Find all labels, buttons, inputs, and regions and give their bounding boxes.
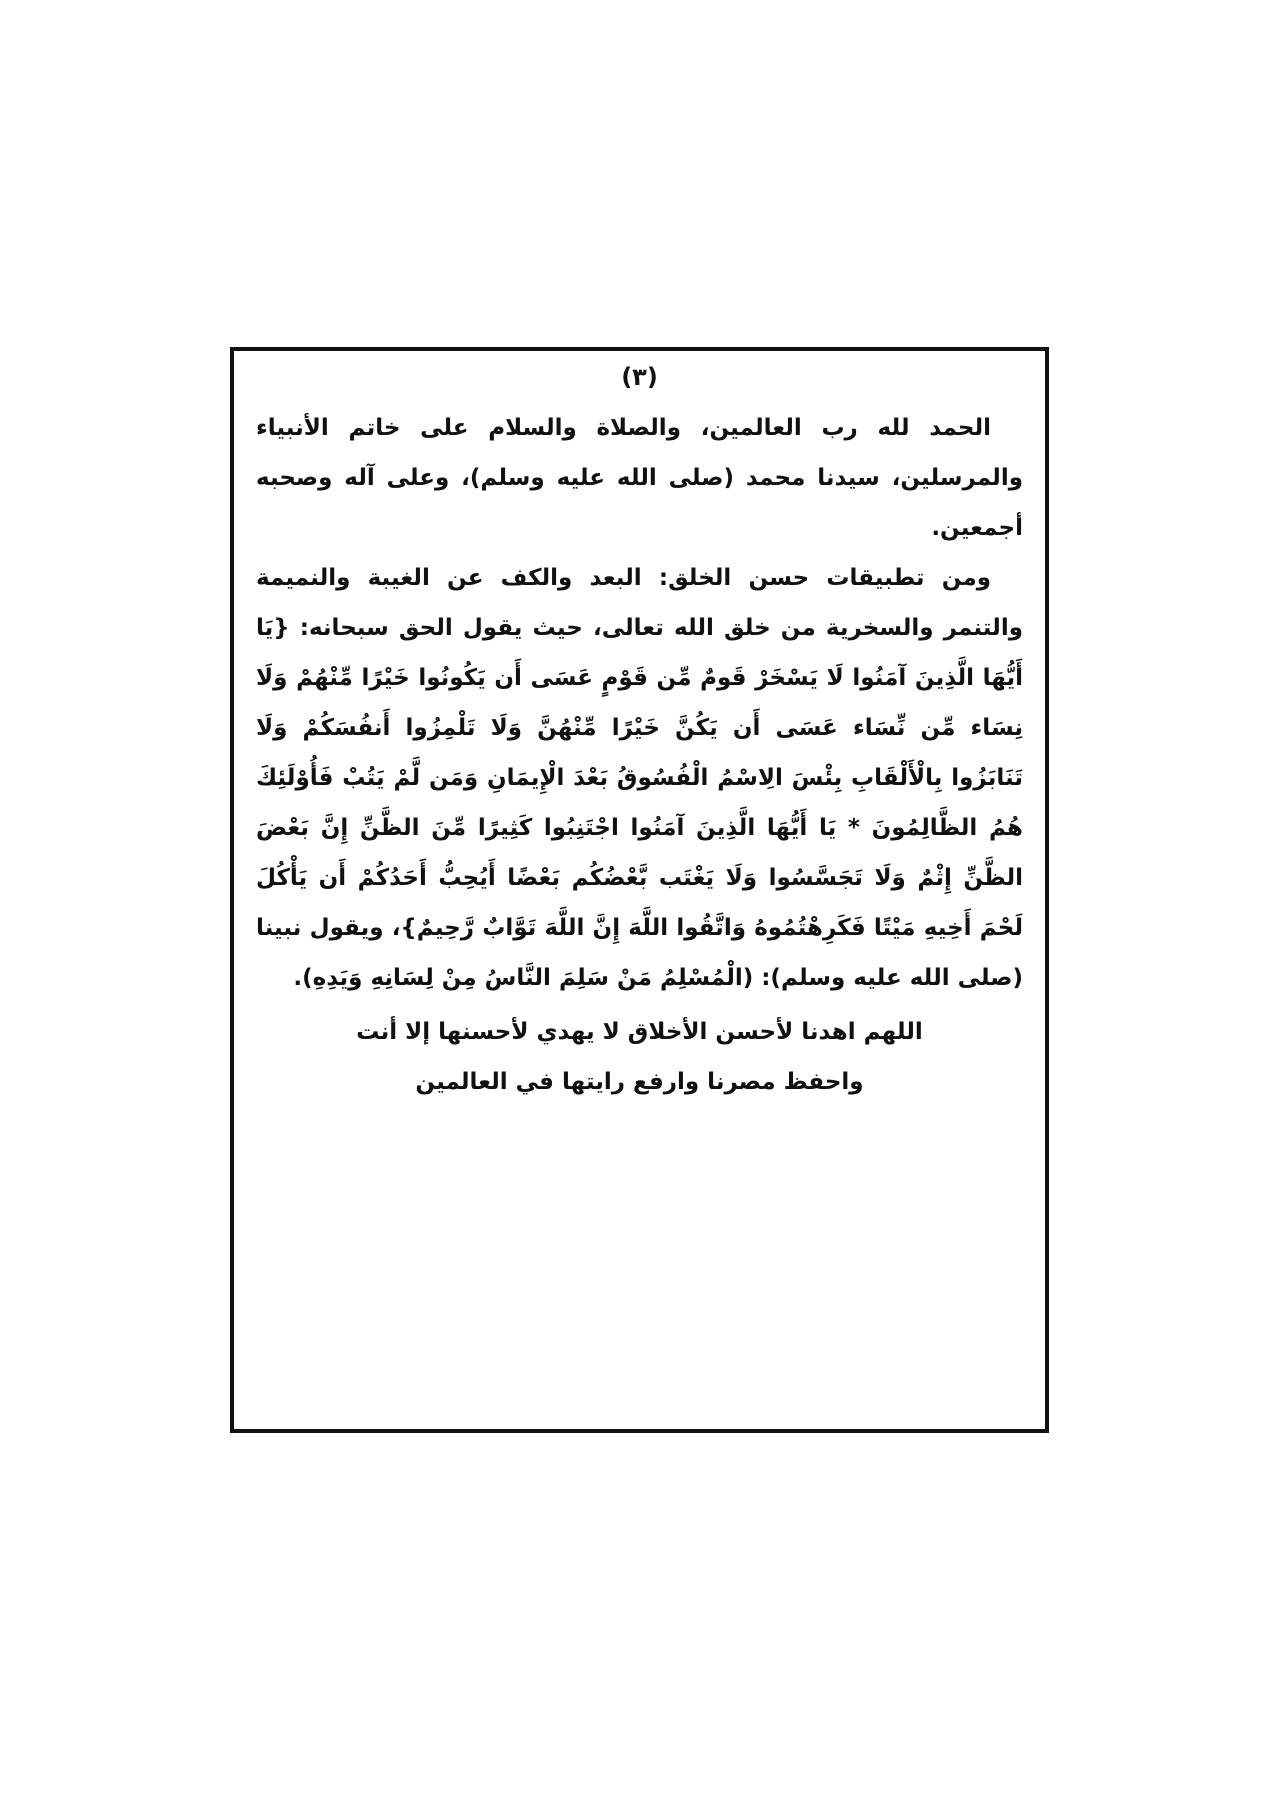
closing-line-1: اللهم اهدنا لأحسن الأخلاق لا يهدي لأحسنها إلا أنت <box>356 1019 923 1045</box>
page-number: (٣) <box>621 363 658 391</box>
opening-paragraph: الحمد لله رب العالمين، والصلاة والسلام على خاتم الأنبياء والمرسلين، سيدنا محمد (صلى الله عليه وسلم)، وعلى آله وصحبه أجمعين. <box>256 415 1023 541</box>
main-paragraph: ومن تطبيقات حسن الخلق: البعد والكف عن الغيبة والنميمة والتنمر والسخرية من خلق الله تعالى، حيث يقول الحق سبحانه: {يَا أَيُّهَا الَّذِينَ آمَنُوا لَا يَسْخَرْ قَومٌ مِّن قَوْمٍ عَسَى أَن يَكُونُوا خَيْرًا مِّنْهُمْ وَلَا نِسَاء مِّن نِّسَاء عَسَى أَن يَكُنَّ خَيْرًا مِّنْهُنَّ وَلَا تَلْمِزُوا أَنفُسَكُمْ وَلَا تَنَابَزُوا بِالْأَلْقَابِ بِئْسَ الِاسْمُ الْفُسُوقُ بَعْدَ الْإِيمَانِ وَمَن لَّمْ يَتُبْ فَأُوْلَئِكَ هُمُ الظَّالِمُونَ * يَا أَيُّهَا الَّذِينَ آمَنُوا اجْتَنِبُوا كَثِيرًا مِّنَ الظَّنِّ إِنَّ بَعْضَ الظَّنِّ إِثْمٌ وَلَا تَجَسَّسُوا وَلَا يَغْتَب بَّعْضُكُم بَعْضًا أَيُحِبُّ أَحَدُكُمْ أَن يَأْكُلَ لَحْمَ أَخِيهِ مَيْتًا فَكَرِهْتُمُوهُ وَاتَّقُوا اللَّهَ إِنَّ اللَّهَ تَوَّابٌ رَّحِيمٌ}، ويقول نبينا (صلى الله عليه وسلم): (الْمُسْلِمُ مَنْ سَلِمَ النَّاسُ مِنْ لِسَانِهِ وَيَدِهِ). <box>256 565 1023 991</box>
page-frame <box>230 347 1049 1433</box>
page-content <box>256 403 1023 1107</box>
closing-line-2: واحفظ مصرنا وارفع رايتها في العالمين <box>415 1069 864 1095</box>
closing-supplication <box>256 1007 1023 1107</box>
